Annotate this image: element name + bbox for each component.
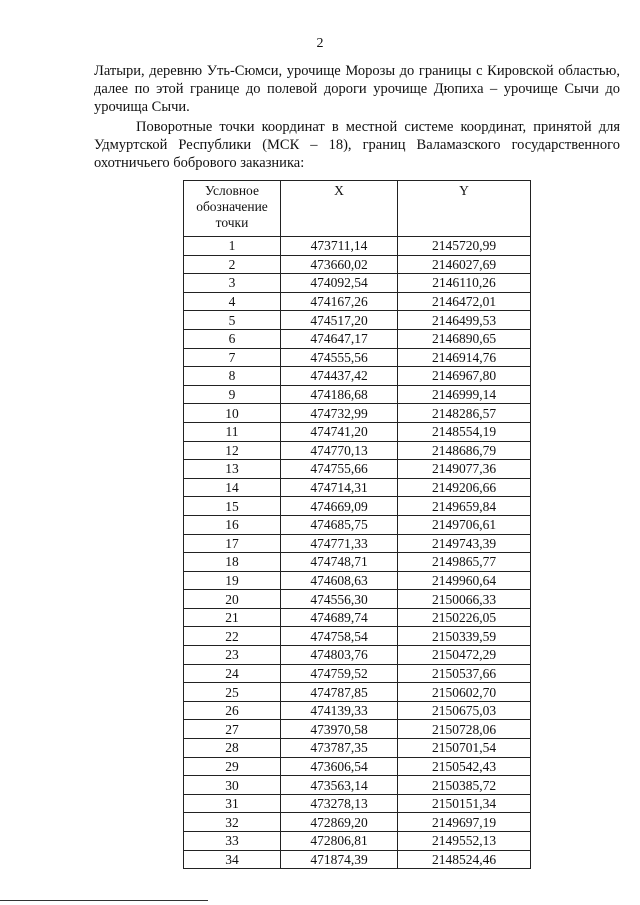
cell-point: 9 [184, 385, 281, 404]
cell-x: 472869,20 [281, 813, 398, 832]
cell-point: 22 [184, 627, 281, 646]
cell-y: 2149960,64 [398, 571, 531, 590]
paragraph-boundary-description: Латыри, деревню Уть-Сюмси, урочище Морозы до границы с Кировской областью, далее по этой границе до полевой дороги урочище Дюпиха – урочище Сычи до урочища Сычи. [94, 63, 620, 115]
table-row [184, 274, 531, 293]
cell-y: 2146110,26 [398, 274, 531, 293]
table-row [184, 832, 531, 851]
table-row [184, 627, 531, 646]
cell-point: 21 [184, 608, 281, 627]
table-row [184, 813, 531, 832]
cell-y: 2146914,76 [398, 348, 531, 367]
table-row [184, 237, 531, 256]
table-row [184, 478, 531, 497]
footer-rule [0, 900, 208, 901]
coordinates-table [183, 180, 531, 869]
table-row [184, 701, 531, 720]
cell-y: 2149743,39 [398, 534, 531, 553]
cell-x: 474758,54 [281, 627, 398, 646]
cell-point: 2 [184, 255, 281, 274]
table-row [184, 404, 531, 423]
cell-y: 2146499,53 [398, 311, 531, 330]
table-row [184, 367, 531, 386]
cell-x: 473970,58 [281, 720, 398, 739]
cell-point: 12 [184, 441, 281, 460]
table-row [184, 441, 531, 460]
cell-x: 474803,76 [281, 646, 398, 665]
cell-point: 7 [184, 348, 281, 367]
table-row [184, 646, 531, 665]
cell-x: 473711,14 [281, 237, 398, 256]
cell-point: 34 [184, 850, 281, 869]
table-row [184, 850, 531, 869]
cell-y: 2150701,54 [398, 739, 531, 758]
cell-y: 2149552,13 [398, 832, 531, 851]
table-row [184, 794, 531, 813]
table-row [184, 776, 531, 795]
table-row [184, 683, 531, 702]
cell-point: 15 [184, 497, 281, 516]
cell-x: 474556,30 [281, 590, 398, 609]
table-row [184, 608, 531, 627]
table-row [184, 311, 531, 330]
table-header-row [184, 181, 531, 237]
table-row [184, 255, 531, 274]
cell-x: 474647,17 [281, 329, 398, 348]
cell-point: 3 [184, 274, 281, 293]
cell-y: 2148524,46 [398, 850, 531, 869]
cell-point: 14 [184, 478, 281, 497]
cell-point: 1 [184, 237, 281, 256]
cell-y: 2145720,99 [398, 237, 531, 256]
header-y: Y [398, 181, 531, 237]
cell-y: 2149865,77 [398, 553, 531, 572]
paragraph-coordinates-intro: Поворотные точки координат в местной системе координат, принятой для Удмуртской Республики (МСК – 18), границ Валамазского государственного охотничьего бобрового заказника: [94, 119, 620, 171]
cell-y: 2150602,70 [398, 683, 531, 702]
cell-point: 8 [184, 367, 281, 386]
cell-y: 2149697,19 [398, 813, 531, 832]
table-row [184, 422, 531, 441]
cell-point: 24 [184, 664, 281, 683]
table-row [184, 553, 531, 572]
table-row [184, 757, 531, 776]
cell-y: 2149659,84 [398, 497, 531, 516]
cell-point: 11 [184, 422, 281, 441]
cell-x: 474608,63 [281, 571, 398, 590]
cell-x: 474748,71 [281, 553, 398, 572]
cell-y: 2146027,69 [398, 255, 531, 274]
cell-point: 10 [184, 404, 281, 423]
cell-x: 474689,74 [281, 608, 398, 627]
cell-y: 2148286,57 [398, 404, 531, 423]
cell-x: 474167,26 [281, 292, 398, 311]
cell-point: 4 [184, 292, 281, 311]
cell-point: 27 [184, 720, 281, 739]
cell-x: 474770,13 [281, 441, 398, 460]
cell-point: 29 [184, 757, 281, 776]
cell-y: 2146890,65 [398, 329, 531, 348]
cell-y: 2150675,03 [398, 701, 531, 720]
cell-point: 17 [184, 534, 281, 553]
cell-x: 474555,56 [281, 348, 398, 367]
cell-x: 474787,85 [281, 683, 398, 702]
cell-x: 474669,09 [281, 497, 398, 516]
cell-x: 474437,42 [281, 367, 398, 386]
cell-x: 474186,68 [281, 385, 398, 404]
cell-x: 474755,66 [281, 460, 398, 479]
cell-x: 473606,54 [281, 757, 398, 776]
cell-point: 30 [184, 776, 281, 795]
cell-x: 474517,20 [281, 311, 398, 330]
cell-x: 474732,99 [281, 404, 398, 423]
table-row [184, 664, 531, 683]
cell-x: 474771,33 [281, 534, 398, 553]
cell-x: 473660,02 [281, 255, 398, 274]
cell-y: 2149206,66 [398, 478, 531, 497]
cell-y: 2150339,59 [398, 627, 531, 646]
cell-point: 18 [184, 553, 281, 572]
cell-point: 31 [184, 794, 281, 813]
cell-point: 26 [184, 701, 281, 720]
cell-x: 474759,52 [281, 664, 398, 683]
cell-y: 2146472,01 [398, 292, 531, 311]
table-row [184, 385, 531, 404]
table-row [184, 460, 531, 479]
cell-point: 32 [184, 813, 281, 832]
cell-y: 2150472,29 [398, 646, 531, 665]
cell-point: 23 [184, 646, 281, 665]
cell-y: 2150542,43 [398, 757, 531, 776]
cell-point: 6 [184, 329, 281, 348]
cell-x: 473563,14 [281, 776, 398, 795]
cell-x: 474685,75 [281, 515, 398, 534]
cell-point: 20 [184, 590, 281, 609]
cell-y: 2150728,06 [398, 720, 531, 739]
cell-y: 2149077,36 [398, 460, 531, 479]
table-row [184, 534, 531, 553]
table-row [184, 571, 531, 590]
table-row [184, 497, 531, 516]
table-row [184, 348, 531, 367]
cell-point: 33 [184, 832, 281, 851]
cell-y: 2146999,14 [398, 385, 531, 404]
cell-x: 472806,81 [281, 832, 398, 851]
cell-y: 2148686,79 [398, 441, 531, 460]
page-number: 2 [316, 36, 324, 51]
table-row [184, 720, 531, 739]
table-row [184, 739, 531, 758]
cell-x: 473278,13 [281, 794, 398, 813]
cell-y: 2150066,33 [398, 590, 531, 609]
cell-y: 2150151,34 [398, 794, 531, 813]
cell-point: 25 [184, 683, 281, 702]
table-row [184, 590, 531, 609]
cell-x: 474741,20 [281, 422, 398, 441]
cell-y: 2146967,80 [398, 367, 531, 386]
cell-point: 28 [184, 739, 281, 758]
cell-point: 13 [184, 460, 281, 479]
cell-x: 471874,39 [281, 850, 398, 869]
cell-y: 2150226,05 [398, 608, 531, 627]
table-row [184, 515, 531, 534]
cell-point: 16 [184, 515, 281, 534]
table-row [184, 329, 531, 348]
cell-x: 474714,31 [281, 478, 398, 497]
table-row [184, 292, 531, 311]
cell-y: 2150537,66 [398, 664, 531, 683]
cell-x: 473787,35 [281, 739, 398, 758]
cell-point: 5 [184, 311, 281, 330]
cell-x: 474092,54 [281, 274, 398, 293]
cell-y: 2148554,19 [398, 422, 531, 441]
cell-x: 474139,33 [281, 701, 398, 720]
table-body [184, 237, 531, 869]
header-point-label: Условное обозначение точки [184, 181, 281, 237]
cell-point: 19 [184, 571, 281, 590]
header-x: X [281, 181, 398, 237]
cell-y: 2150385,72 [398, 776, 531, 795]
cell-y: 2149706,61 [398, 515, 531, 534]
